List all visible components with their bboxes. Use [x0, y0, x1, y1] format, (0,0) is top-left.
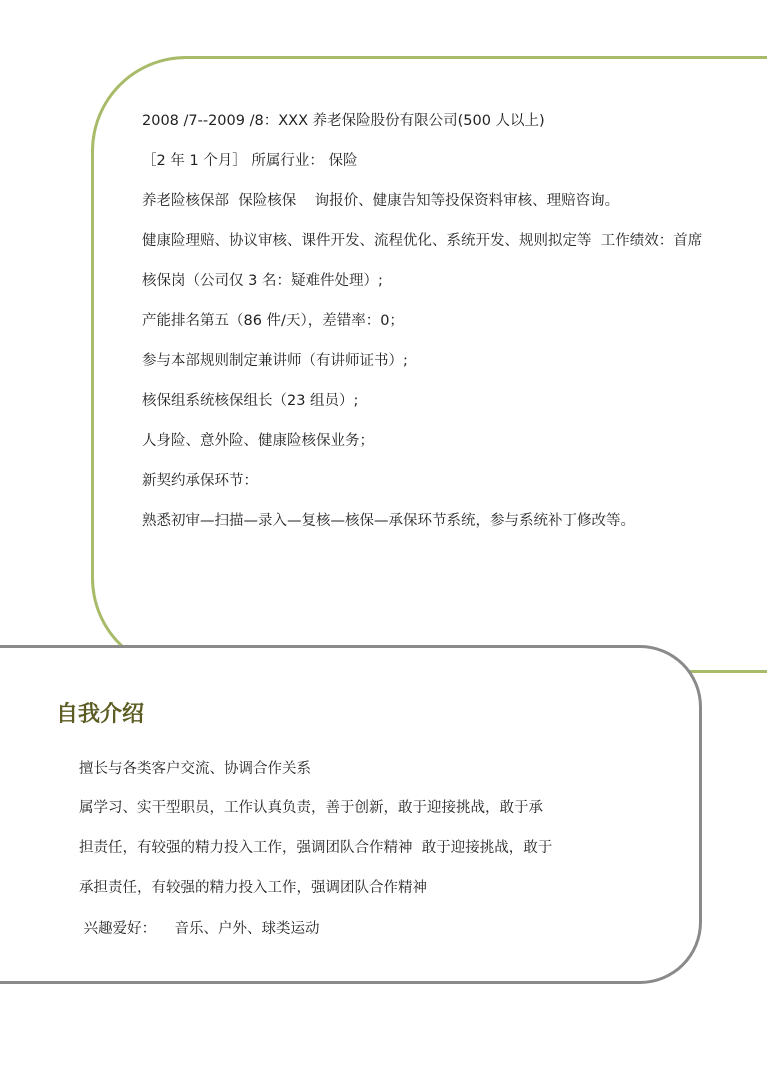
work-line: 熟悉初审—扫描—录入—复核—核保—承保环节系统，参与系统补丁修改等。	[142, 513, 635, 529]
hobbies-line: 兴趣爱好： 音乐、户外、球类运动	[79, 921, 320, 937]
work-line: 新契约承保环节：	[142, 473, 258, 489]
work-line: 养老险核保部 保险核保 询报价、健康告知等投保资料审核、理赔咨询。	[142, 193, 620, 209]
work-line: 2008 /7--2009 /8：XXX 养老保险股份有限公司(500 人以上)	[142, 113, 545, 129]
work-line: 核保组系统核保组长（23 组员）;	[142, 393, 359, 409]
section-title: 自我介绍	[56, 702, 145, 727]
work-line: 参与本部规则制定兼讲师（有讲师证书）;	[142, 353, 408, 369]
intro-line: 承担责任，有较强的精力投入工作，强调团队合作精神	[79, 880, 427, 896]
work-line: 人身险、意外险、健康险核保业务；	[142, 433, 374, 449]
work-line: 核保岗（公司仅 3 名：疑难件处理）;	[142, 273, 383, 289]
work-line: 产能排名第五（86 件/天），差错率：0；	[142, 313, 404, 329]
intro-line: 担责任，有较强的精力投入工作，强调团队合作精神 敢于迎接挑战，敢于	[79, 840, 553, 856]
intro-line: 擅长与各类客户交流、协调合作关系	[79, 761, 311, 777]
work-line: ［2 年 1 个月］ 所属行业： 保险	[142, 153, 358, 169]
work-line: 健康险理赔、协议审核、课件开发、流程优化、系统开发、规则拟定等 工作绩效：首席	[142, 233, 703, 249]
intro-line: 属学习、实干型职员，工作认真负责，善于创新，敢于迎接挑战，敢于承	[79, 800, 543, 816]
